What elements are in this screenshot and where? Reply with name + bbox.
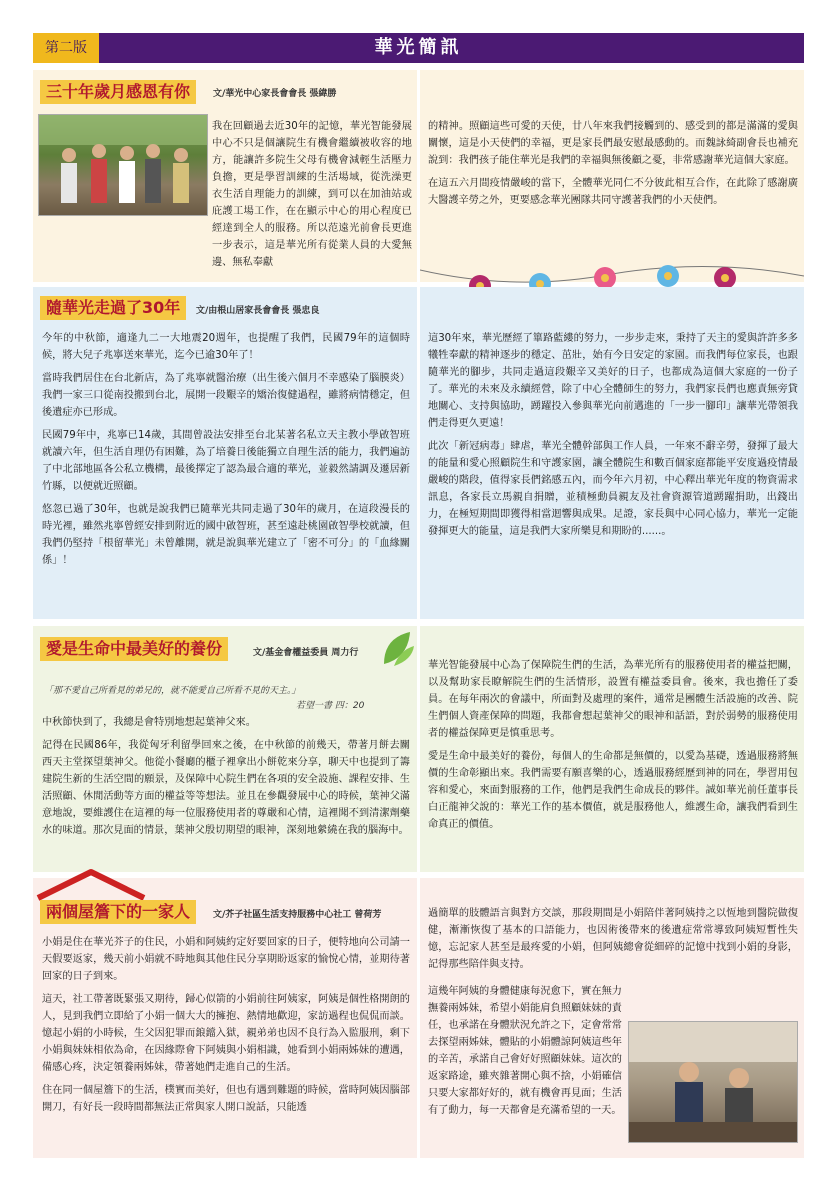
section2-title: 隨華光走過了30年 xyxy=(40,296,186,320)
paragraph: 這天，社工帶著既緊張又期待，歸心似箭的小娟前往阿姨家，阿姨是個性格開朗的人，見到我們立即給了小娟一個大大的擁抱、熱情地歡迎，家訪過程也侃侃而談。憶起小娟的小時候，生父因犯罪而鋃鐺入獄，親弟弟也因不良行為入監服刑，剩下小娟與妹妹相依為命，在因緣際會下阿姨與小娟相識，她看到小娟兩姊妹的遭遇，備感心疼，決定領養兩姊妹，帶著她們走進自己的生活。 xyxy=(42,994,410,1073)
section1-byline: 文/華光中心家長會會長 張緯勝 xyxy=(213,89,337,99)
paragraph: 中秋節快到了，我總是會特別地想起葉神父來。 xyxy=(42,717,256,728)
paragraph: 住在同一個屋簷下的生活，樸實而美好，但也有遇到難題的時候，當時阿姨因腦部開刀，有好長一段時間都無法正常與家人開口說話，只能透 xyxy=(42,1085,410,1113)
section4-right-text-b xyxy=(428,983,798,1147)
bible-quote: 「那不愛自己所看見的弟兄的，就不能愛自己所看不見的天主。」 xyxy=(44,686,301,696)
paragraph: 華光智能發展中心為了保障院生們的生活，為華光所有的服務使用者的權益把關，以及幫助家長瞭解院生們的生活情形，設置有權益委員會。後來，我也擔任了委員。在每年兩次的會議中，所面對及處理的案件，通常是團體生活設施的改善、院生們個人資產保障的問題，我都會想起葉神父的眼神和話語，對於弱勢的服務使用者的權益保障更是慎重思考。 xyxy=(428,660,798,739)
newsletter-title: 華光簡訊 xyxy=(374,37,463,58)
paragraph: 過簡單的肢體語言與對方交談，那段期間是小娟陪伴著阿姨持之以恆地到醫院做復健，漸漸恢復了基本的口語能力，也因術後帶來的後遺症常常導致阿姨短暫性失憶，忘記家人甚至是最疼愛的小娟，但阿姨總會從細碎的記憶中找到小娟的身影，記得那些陪伴與支持。 xyxy=(428,908,798,970)
section1-left-text-a: 我在回顧過去近30年的記憶，華光智能發展中心不只是個讓院生有機會繼續被收容的地方，能讓許多院生父母有機會減輕生活壓力負擔，更是學習訓練的生活場域，從洗澡更衣生活自理能力的訓練，到可以在加油站或庇護工場工作，在在顯示中心的用心程度已經達到全人的服務。所以范遠光前會長更進一步表示，這是華光所有從業人員的大愛無邊、無私奉獻 xyxy=(212,121,412,268)
section4-right-text-a xyxy=(428,905,798,979)
section1-right-text xyxy=(428,118,798,215)
section2-byline: 文/由根山居家長會會長 張忠良 xyxy=(196,306,320,316)
leaf-icon xyxy=(380,628,416,668)
bible-quote-source: 若望一書 四：20 xyxy=(296,701,365,711)
section4-byline: 文/芥子社區生活支持服務中心社工 曾荷芳 xyxy=(213,910,382,920)
section2-right-text xyxy=(428,330,798,546)
section4-title: 兩個屋簷下的一家人 xyxy=(40,900,196,924)
paragraph: 這幾年阿姨的身體健康每況愈下，實在無力撫養兩姊妹，希望小娟能肩負照顧妹妹的責任，也承諾在身體狀況允許之下，定會常常去探望兩姊妹，體貼的小娟體諒阿姨這些年的辛苦，承諾自己會好好照顧妹妹。這次的返家路途，雖夾雜著開心與不捨，小娟確信只要大家都好好的，就有機會再見面；生活有了動力，每一天都會是充滿希望的一天。 xyxy=(428,986,622,1116)
section3-byline: 文/基金會權益委員 周力行 xyxy=(253,648,359,658)
paragraph: 的精神。照顧這些可愛的天使，廿八年來我們接觸到的、感受到的都是滿滿的愛與關懷，這是小天使們的幸福，更是家長們最安慰最感動的。而魏詠綺副會長也補充說到：我們孩子能住華光是我們的幸福與無後顧之憂，非常感謝華光這個大家庭。 xyxy=(428,121,798,166)
paragraph: 民國79年中，兆寧已14歲，其間曾設法安排至台北某著名私立天主教小學啟智班就讀六年，但生活自理仍有困難，為了培養日後能獨立自理生活的能力，我們遍訪了中北部地區各公私立機構，最後擇定了認為最合適的華光，並毅然請調及遷居新竹縣，以便就近照顧。 xyxy=(42,430,410,492)
paragraph: 今年的中秋節，適逢九二一大地震20週年，也提醒了我們，民國79年的這個時候，將大兒子兆寧送來華光，迄今已逾30年了！ xyxy=(42,333,410,361)
paragraph: 愛是生命中最美好的養份，每個人的生命都是無價的，以愛為基礎，透過服務將無價的生命彰顯出來。我們需要有願喜樂的心，透過服務經歷到神的同在，學習用包容和愛心，來面對服務的工作，他們是我們生命成長的夥伴。誠如華光前任董事長白正龍神父說的：華光工作的基本價值，就是服務他人，維護生命，讓我們看到生命真正的價值。 xyxy=(428,751,798,830)
page-header xyxy=(33,33,804,63)
section1-photo xyxy=(38,114,208,216)
section3-right-text xyxy=(428,657,798,839)
section3-title: 愛是生命中最美好的養份 xyxy=(40,637,228,661)
roof-icon xyxy=(36,868,146,902)
section2-left-text xyxy=(42,330,410,575)
paragraph: 當時我們居住在台北新店，為了兆寧就醫治療（出生後六個月不幸感染了腦膜炎）我們一家三口從南投搬到台北，展開一段艱辛的矯治復健過程，雖將病情穩定，但後遺症亦已形成。 xyxy=(42,373,410,418)
family-photo-image xyxy=(629,1022,797,1142)
section1-title: 三十年歲月感恩有你 xyxy=(40,80,196,104)
paragraph: 這30年來，華光歷經了篳路藍縷的努力，一步步走來，秉持了天主的愛與許許多多犧牲奉獻的精神逐步的穩定、茁壯，始有今日安定的家園。而我們每位家長，也跟隨華光的腳步，共同走過這段艱辛又美好的日子，也都成為這個大家庭的一份子了。華光的未來及永續經營，除了中心全體師生的努力，我們家長們也應責無旁貸地關心、支持與協助，踴躍投入參與華光向前邁進的「一步一腳印」讓華光帶領我們走得更久更遠！ xyxy=(428,333,798,429)
paragraph: 此次「新冠病毒」肆虐，華光全體幹部與工作人員，一年來不辭辛勞，發揮了最大的能量和愛心照顧院生和守護家園，讓全體院生和數百個家庭都能平安度過疫情最嚴峻的階段，值得家長們銘感五內，而今年六月初，中心釋出華光年度的物資需求訊息，各家長立馬親自捐贈，並積極動員親友及社會資源管道踴躍捐助，出錢出力，在極短期間即獲得相當迴響與成果。足證，家長與中心同心協力，華光一定能發揮更大的能量，這是我們大家所樂見和期盼的......。 xyxy=(428,441,798,537)
section4-photo xyxy=(628,1021,798,1143)
paragraph: 小娟是住在華光芥子的住民，小娟和阿姨約定好要回家的日子，便特地向公司請一天假要返家，幾天前小娟就不時地與其他住民分享期盼返家的愉悅心情，並期待著回家的日子到來。 xyxy=(42,937,410,982)
paragraph: 在這五六月間疫情嚴峻的當下，全體華光同仁不分彼此相互合作，在此除了感謝廣大醫護辛勞之外，更要感念華光團隊共同守護著我們的小天使們。 xyxy=(428,178,798,206)
group-people-image xyxy=(39,115,207,215)
paragraph: 記得在民國86年，我從匈牙利留學回來之後，在中秋節的前幾天，帶著月餅去關西天主堂探望葉神父。他從小餐廳的櫃子裡拿出小餅乾來分享，聊天中也提到了籌建院生新的生活空間的願景，及保障中心院生們在各項的安全設施、課程安排、生活照顧、休閒活動等方面的權益等等想法。並且在參觀發展中心的時候，葉神父滿意地說，要維護住在這裡的每一位服務使用者的尊嚴和心情，這裡聞不到清潔劑藥水的味道。那次見面的情景，葉神父殷切期望的眼神，深刻地縈繞在我的腦海中。 xyxy=(42,740,410,836)
paragraph: 悠忽已過了30年，也就是說我們已隨華光共同走過了30年的歲月，在這段漫長的時光裡，雖然兆寧曾經安排到附近的國中啟智班，甚至遠赴桃園啟智學校就讀，但我們仍堅持「根留華光」未曾離開，就是說與華光建立了「密不可分」的「血緣關係」！ xyxy=(42,504,410,566)
issue-label: 第二版 xyxy=(33,33,99,63)
section3-left-text xyxy=(42,714,410,845)
section4-left-text xyxy=(42,934,410,1122)
